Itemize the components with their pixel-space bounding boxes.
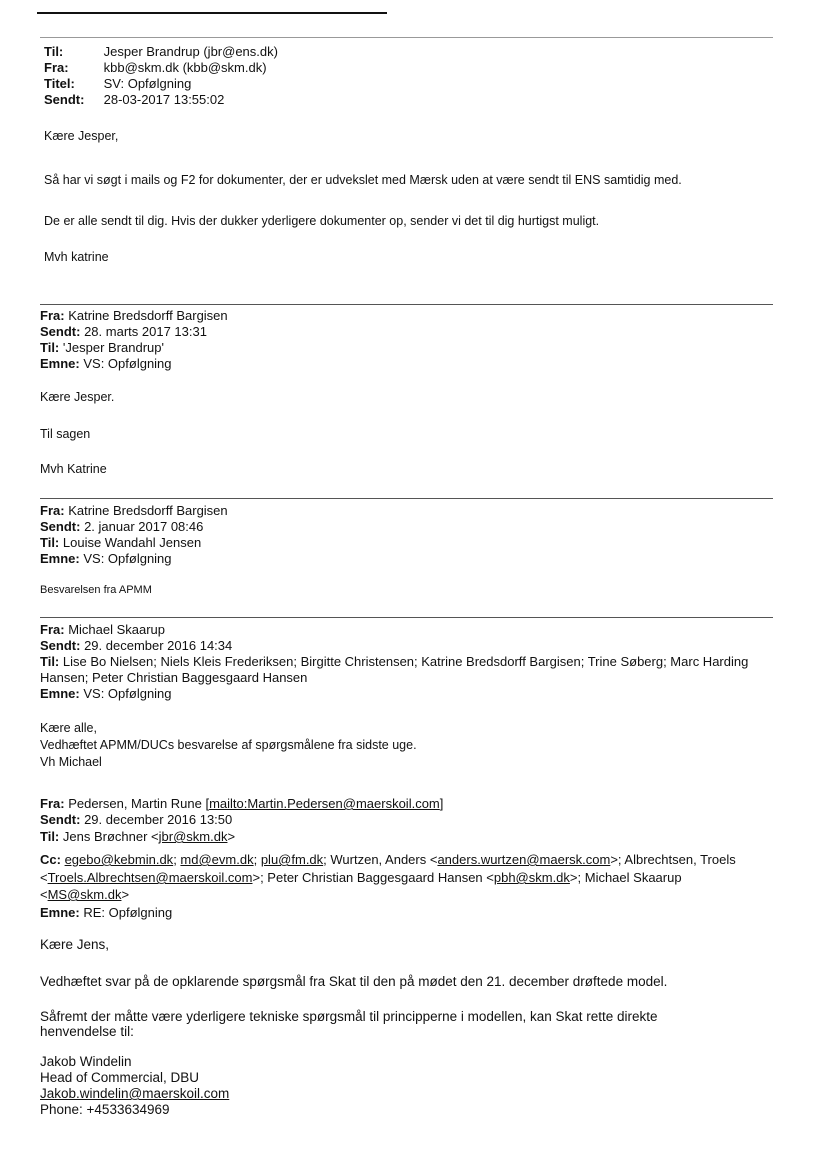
sent-label: Sendt:: [40, 812, 81, 827]
subject-value: VS: Opfølgning: [83, 686, 172, 701]
cc-link[interactable]: pbh@skm.dk: [493, 870, 570, 885]
to-email-link[interactable]: jbr@skm.dk: [158, 829, 228, 844]
sent-label: Sendt:: [40, 324, 81, 339]
divider: [40, 498, 773, 499]
cc-link[interactable]: Troels.Albrechtsen@maerskoil.com: [47, 870, 253, 885]
cc-text: ; Wurtzen, Anders <: [323, 852, 438, 867]
to-value: Jesper Brandrup (jbr@ens.dk): [103, 44, 278, 59]
cc-link[interactable]: MS@skm.dk: [47, 887, 122, 902]
email2-greeting: Kære Jesper.: [40, 390, 115, 404]
cc-text: >; Michael Skaarup: [569, 870, 682, 885]
email3-to: [40, 535, 201, 551]
email5-cc-cont1: [40, 870, 682, 886]
email1-signoff: Mvh katrine: [44, 250, 109, 264]
email1-from: [44, 60, 267, 76]
cc-text: <: [40, 887, 48, 902]
to-end: >: [227, 829, 236, 844]
to-label: Til:: [40, 654, 60, 669]
cc-link[interactable]: anders.wurtzen@maersk.com: [437, 852, 611, 867]
to-label: Til:: [40, 340, 60, 355]
cc-text: >: [121, 887, 130, 902]
email1-para2: De er alle sendt til dig. Hvis der dukker yderligere dokumenter op, sender vi det til dig hurtigst muligt.: [44, 214, 600, 228]
email6-para2-line2: henvendelse til:: [40, 1024, 134, 1039]
from-value: Pedersen, Martin Rune [: [68, 796, 210, 811]
email5-from: [40, 796, 443, 812]
cc-link[interactable]: egebo@kebmin.dk: [64, 852, 174, 867]
signature-name: Jakob Windelin: [40, 1054, 132, 1069]
from-label: Fra:: [44, 60, 69, 75]
email3-from: [40, 503, 228, 519]
to-value: Louise Wandahl Jensen: [62, 535, 202, 550]
signature-title: Head of Commercial, DBU: [40, 1070, 200, 1085]
email1-greeting: Kære Jesper,: [44, 129, 119, 143]
email6-para2-line1: Såfremt der måtte være yderligere tekniske spørgsmål til principperne i modellen, kan Skat rette direkte: [40, 1009, 658, 1024]
email4-greeting: Kære alle,: [40, 721, 97, 735]
subject-value: RE: Opfølgning: [83, 905, 173, 920]
email4-sent: [40, 638, 232, 654]
from-value: Katrine Bredsdorff Bargisen: [68, 503, 228, 518]
to-label: Til:: [40, 829, 60, 844]
sent-value: 29. december 2016 14:34: [84, 638, 233, 653]
subject-label: Emne:: [40, 551, 80, 566]
cc-separator: ;: [253, 852, 261, 867]
cc-text: >; Peter Christian Baggesgaard Hansen <: [252, 870, 494, 885]
to-name: Jens Brøchner <: [62, 829, 159, 844]
email5-sent: [40, 812, 232, 828]
to-value: 'Jesper Brandrup': [62, 340, 164, 355]
from-value: kbb@skm.dk (kbb@skm.dk): [103, 60, 267, 75]
title-value: SV: Opfølgning: [103, 76, 192, 91]
email1-to: [44, 44, 278, 60]
cc-link[interactable]: md@evm.dk: [180, 852, 254, 867]
email2-subject: [40, 356, 172, 372]
top-divider: [37, 12, 387, 14]
email4-from: [40, 622, 165, 638]
from-label: Fra:: [40, 796, 65, 811]
email5-cc-cont2: [40, 887, 129, 903]
subject-label: Emne:: [40, 356, 80, 371]
from-value: Michael Skaarup: [68, 622, 166, 637]
email6-para1: Vedhæftet svar på de opklarende spørgsmål fra Skat til den på mødet den 21. december drøftede model.: [40, 974, 668, 989]
email1-title: [44, 76, 191, 92]
sent-label: Sendt:: [40, 638, 81, 653]
email5-to: [40, 829, 235, 845]
divider: [40, 304, 773, 305]
email4-signoff: Vh Michael: [40, 755, 102, 769]
from-label: Fra:: [40, 622, 65, 637]
cc-link[interactable]: plu@fm.dk: [260, 852, 324, 867]
sent-value: 28-03-2017 13:55:02: [103, 92, 225, 107]
from-value: Katrine Bredsdorff Bargisen: [68, 308, 228, 323]
email1-sent: [44, 92, 224, 108]
from-mailto-link[interactable]: mailto:Martin.Pedersen@maerskoil.com: [209, 796, 440, 811]
email1-para1: Så har vi søgt i mails og F2 for dokumenter, der er udvekslet med Mærsk uden at være sendt til ENS samtidig med.: [44, 173, 682, 187]
from-label: Fra:: [40, 503, 65, 518]
email3-subject: [40, 551, 172, 567]
email4-to: [40, 654, 748, 670]
faint-divider: [40, 37, 773, 38]
sent-label: Sendt:: [40, 519, 81, 534]
cc-text: <: [40, 870, 48, 885]
email4-line1: Vedhæftet APMM/DUCs besvarelse af spørgsmålene fra sidste uge.: [40, 738, 417, 752]
signature-email-link[interactable]: Jakob.windelin@maerskoil.com: [40, 1086, 230, 1101]
from-end: ]: [439, 796, 444, 811]
email3-body: Besvarelsen fra APMM: [40, 584, 152, 596]
subject-label: Emne:: [40, 905, 80, 920]
email6-greeting: Kære Jens,: [40, 937, 110, 952]
sent-label: Sendt:: [44, 92, 85, 107]
email3-sent: [40, 519, 203, 535]
subject-value: VS: Opfølgning: [83, 551, 172, 566]
email2-line1: Til sagen: [40, 427, 91, 441]
email4-subject: [40, 686, 172, 702]
email2-signoff: Mvh Katrine: [40, 462, 107, 476]
cc-label: Cc:: [40, 852, 61, 867]
email2-from: [40, 308, 228, 324]
title-label: Titel:: [44, 76, 75, 91]
from-label: Fra:: [40, 308, 65, 323]
email2-to: [40, 340, 164, 356]
subject-label: Emne:: [40, 686, 80, 701]
subject-value: VS: Opfølgning: [83, 356, 172, 371]
cc-text: >; Albrechtsen, Troels: [610, 852, 736, 867]
cc-separator: ;: [173, 852, 181, 867]
email5-subject: [40, 905, 172, 921]
email4-to-cont: Hansen; Peter Christian Baggesgaard Hansen: [40, 670, 308, 685]
divider: [40, 617, 773, 618]
sent-value: 2. januar 2017 08:46: [84, 519, 204, 534]
sent-value: 28. marts 2017 13:31: [84, 324, 207, 339]
sent-value: 29. december 2016 13:50: [84, 812, 233, 827]
email5-cc: [40, 852, 736, 868]
to-label: Til:: [40, 535, 60, 550]
to-value-line1: Lise Bo Nielsen; Niels Kleis Frederiksen; Birgitte Christensen; Katrine Bredsdorff Bargisen; Trine Søberg; Marc Harding: [62, 654, 749, 669]
email2-sent: [40, 324, 207, 340]
to-label: Til:: [44, 44, 64, 59]
signature-phone: Phone: +4533634969: [40, 1102, 170, 1117]
